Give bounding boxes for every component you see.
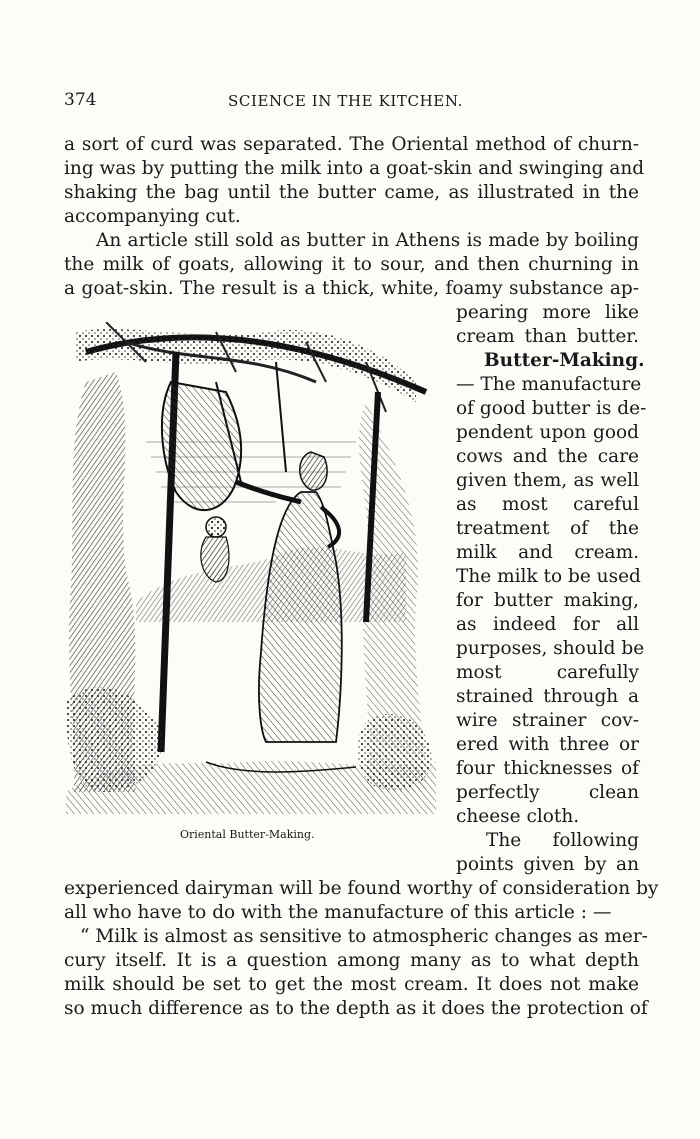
body-line: a sort of curd was separated. The Oriental method of churn- xyxy=(64,134,639,155)
side-line: perfectly clean xyxy=(456,782,639,803)
running-head: SCIENCE IN THE KITCHEN. xyxy=(228,92,463,110)
body-line: experienced dairyman will be found worthy of consideration by xyxy=(64,878,659,899)
side-line: wire strainer cov- xyxy=(456,710,639,731)
side-line: most carefully xyxy=(456,662,639,683)
side-line: cream than butter. xyxy=(456,326,639,347)
body-line: cury itself. It is a question among many as to what depth xyxy=(64,950,639,971)
oriental-butter-making-illustration xyxy=(66,322,436,814)
side-line: pearing more like xyxy=(456,302,639,323)
side-line: ered with three or xyxy=(456,734,639,755)
side-line: for butter making, xyxy=(456,590,639,611)
side-line: cows and the care xyxy=(456,446,639,467)
side-line: given them, as well xyxy=(456,470,639,491)
side-line: treatment of the xyxy=(456,518,639,539)
side-line: four thicknesses of xyxy=(456,758,639,779)
side-line: pendent upon good xyxy=(456,422,639,443)
body-line: ing was by putting the milk into a goat-skin and swinging and xyxy=(64,158,645,179)
body-line: all who have to do with the manufacture of this article : — xyxy=(64,902,612,923)
side-line: — The manufacture xyxy=(456,374,642,395)
figure-caption: Oriental Butter-Making. xyxy=(180,828,315,841)
body-line: the milk of goats, allowing it to sour, and then churning in xyxy=(64,254,639,275)
section-heading: Butter-Making. xyxy=(484,350,645,371)
body-line: shaking the bag until the butter came, as illustrated in the xyxy=(64,182,639,203)
side-line: cheese cloth. xyxy=(456,806,580,827)
body-line: An article still sold as butter in Athens is made by boiling xyxy=(96,230,639,251)
side-line: of good butter is de- xyxy=(456,398,647,419)
body-line: a goat-skin. The result is a thick, white, foamy substance ap- xyxy=(64,278,639,299)
side-line: points given by an xyxy=(456,854,639,875)
body-line: milk should be set to get the most cream. It does not make xyxy=(64,974,639,995)
side-line: as indeed for all xyxy=(456,614,639,635)
side-line: milk and cream. xyxy=(456,542,639,563)
body-line: accompanying cut. xyxy=(64,206,241,227)
side-line: purposes, should be xyxy=(456,638,645,659)
body-line: “ Milk is almost as sensitive to atmospheric changes as mer- xyxy=(80,926,648,947)
side-line: The following xyxy=(486,830,639,851)
side-line: The milk to be used xyxy=(456,566,641,587)
side-line: strained through a xyxy=(456,686,639,707)
body-line: so much difference as to the depth as it does the protection of xyxy=(64,998,648,1019)
page-number: 374 xyxy=(64,90,97,110)
side-line: as most careful xyxy=(456,494,639,515)
